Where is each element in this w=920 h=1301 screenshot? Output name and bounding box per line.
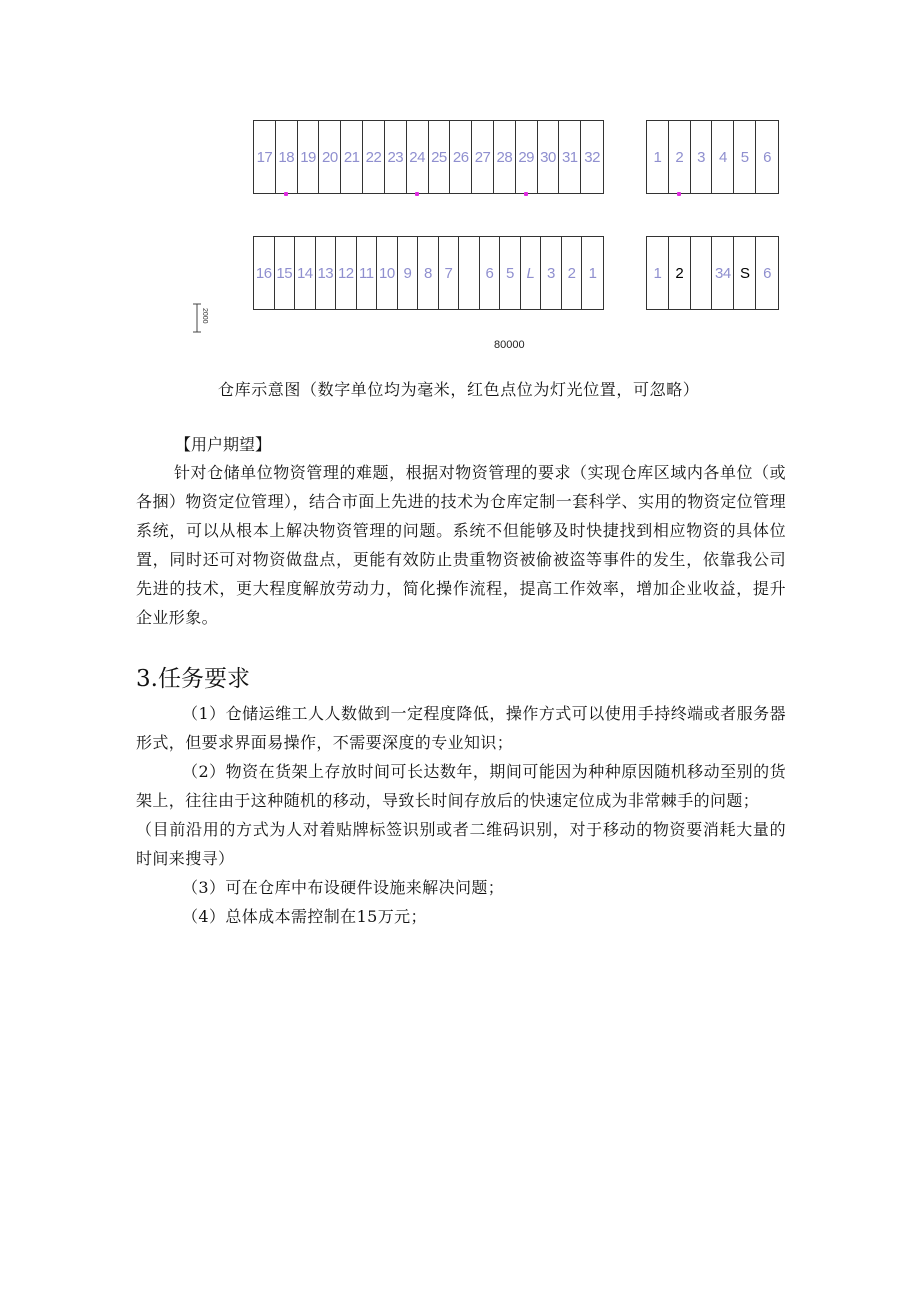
rack-slot <box>316 237 337 309</box>
rack-slot <box>691 237 713 309</box>
rack-slot <box>562 237 583 309</box>
rack-slot-label: 24 <box>409 148 425 166</box>
rack-slot-label: 1 <box>653 264 662 282</box>
rack-slot-label: 1 <box>653 148 662 166</box>
requirement-note: （目前沿用的方式为人对着贴牌标签识别或者二维码识别，对于移动的物资要消耗大量的时间来搜寻） <box>136 820 786 868</box>
rack-slot-label: 3 <box>547 264 555 282</box>
rack-slot-label: 20 <box>322 148 338 166</box>
rack-slot <box>516 121 538 193</box>
rack-slot-label: 29 <box>518 148 534 166</box>
requirement-item: （3）可在仓库中布设硬件设施来解决问题； <box>182 878 505 897</box>
rack-top-left <box>253 120 604 194</box>
rack-slot-label: 13 <box>317 264 334 282</box>
requirement-item: （2）物资在货架上存放时间可长达数年，期间可能因为种种原因随机移动至别的货架上，往往由于这种随机的移动，导致长时间存放后的快速定位成为非常棘手的问题； <box>136 762 786 810</box>
rack-slot <box>669 237 691 309</box>
rack-slot <box>254 121 276 193</box>
rack-slot-label: 18 <box>278 148 295 166</box>
rack-bottom-right <box>646 236 779 310</box>
requirement-item: （1）仓储运维工人人数做到一定程度降低，操作方式可以使用手持终端或者服务器形式，但要求界面易操作，不需要深度的专业知识； <box>136 704 786 752</box>
rack-slot <box>756 237 778 309</box>
lamp-marker-icon <box>677 192 681 196</box>
rack-slot-label: 2 <box>567 264 576 282</box>
rack-slot-label: 9 <box>403 264 412 282</box>
rack-slot-label: 12 <box>337 264 354 282</box>
rack-slot <box>298 121 320 193</box>
rack-slot <box>480 237 501 309</box>
rack-slot <box>319 121 341 193</box>
rack-slot <box>712 237 734 309</box>
rack-slot-label: 31 <box>561 148 578 166</box>
rack-slot <box>254 237 275 309</box>
rack-slot-label: 30 <box>540 148 556 166</box>
lamp-marker-icon <box>415 192 419 196</box>
lamp-marker-icon <box>524 192 528 196</box>
rack-slot-label: 8 <box>423 264 432 282</box>
rack-slot <box>336 237 357 309</box>
rack-slot-label: 28 <box>496 148 513 166</box>
rack-slot <box>418 237 439 309</box>
rack-slot <box>734 121 756 193</box>
rack-slot <box>647 121 669 193</box>
rack-slot-label: 6 <box>763 264 771 282</box>
rack-slot-label: 3 <box>697 148 705 166</box>
rack-slot <box>691 121 713 193</box>
rack-slot-label: 6 <box>485 264 494 282</box>
rack-slot-label: 21 <box>343 148 360 166</box>
rack-slot-label: 17 <box>256 148 273 166</box>
rack-slot-label: 16 <box>255 264 272 282</box>
rack-slot <box>472 121 494 193</box>
rack-slot <box>756 121 778 193</box>
requirement-item: （4）总体成本需控制在15万元； <box>182 907 427 926</box>
rack-slot <box>494 121 516 193</box>
rack-slot <box>581 121 603 193</box>
user-expectation-paragraph: 针对仓储单位物资管理的难题，根据对物资管理的要求（实现仓库区域内各单位（或各捆）物资定位管理），结合市面上先进的技术为仓库定制一套科学、实用的物资定位管理系统，可以从根本上解决物资管理的问题。系统不但能够及时快捷找到相应物资的具体位置，同时还可对物资做盘点，更能有效防止贵重物资被偷被盗等事件的发生，依靠我公司先进的技术，更大程度解放劳动力，简化操作流程，提高工作效率，增加企业收益，提升企业形象。 <box>136 463 786 627</box>
dimension-marker-icon <box>188 302 208 334</box>
rack-slot <box>363 121 385 193</box>
rack-slot <box>398 237 419 309</box>
dimension-label: 80000 <box>494 339 525 351</box>
rack-slot <box>429 121 451 193</box>
rack-bottom-left <box>253 236 604 310</box>
rack-slot-label: S <box>739 264 750 282</box>
rack-slot-label: 34 <box>715 264 731 282</box>
section-title: 3.任务要求 <box>136 666 250 692</box>
rack-slot-label: 5 <box>506 264 514 282</box>
side-dimension-label: 2000 <box>201 308 208 324</box>
rack-slot-label: 10 <box>379 264 395 282</box>
rack-slot-label: 5 <box>740 148 749 166</box>
rack-slot-label: 26 <box>452 148 469 166</box>
rack-slot <box>521 237 542 309</box>
rack-slot <box>734 237 756 309</box>
rack-slot <box>357 237 378 309</box>
rack-slot-label: 4 <box>718 148 727 166</box>
rack-slot <box>377 237 398 309</box>
rack-slot-label: 32 <box>584 148 600 166</box>
rack-slot <box>541 237 562 309</box>
rack-slot-label: 14 <box>296 264 313 282</box>
rack-slot-label: 19 <box>300 148 316 166</box>
rack-slot-label: 2 <box>675 264 684 282</box>
rack-slot <box>538 121 560 193</box>
rack-slot-label: 25 <box>431 148 447 166</box>
rack-slot <box>459 237 480 309</box>
rack-slot-label: 2 <box>675 148 684 166</box>
rack-top-right <box>646 120 779 194</box>
rack-slot <box>341 121 363 193</box>
rack-slot-label: 27 <box>474 148 491 166</box>
rack-slot-label: 6 <box>763 148 771 166</box>
rack-slot-label: 1 <box>588 264 597 282</box>
rack-slot <box>582 237 603 309</box>
rack-slot <box>385 121 407 193</box>
lamp-marker-icon <box>284 192 288 196</box>
rack-slot <box>276 121 298 193</box>
rack-slot <box>647 237 669 309</box>
rack-slot <box>500 237 521 309</box>
rack-slot-label: 15 <box>276 264 293 282</box>
warehouse-diagram <box>0 0 920 360</box>
rack-slot-label: 7 <box>444 264 453 282</box>
rack-slot <box>275 237 296 309</box>
requirements-list <box>136 699 786 931</box>
diagram-caption: 仓库示意图（数字单位均为毫米，红色点位为灯光位置，可忽略） <box>218 380 700 399</box>
rack-slot <box>669 121 691 193</box>
rack-slot <box>295 237 316 309</box>
rack-slot-label: 11 <box>359 264 374 282</box>
rack-slot-label: 23 <box>387 148 404 166</box>
rack-slot-label: L <box>526 264 535 282</box>
rack-slot <box>712 121 734 193</box>
rack-slot <box>407 121 429 193</box>
rack-slot <box>559 121 581 193</box>
rack-slot <box>439 237 460 309</box>
rack-slot-label: 22 <box>365 148 382 166</box>
user-expectation-heading: 【用户期望】 <box>175 435 272 454</box>
rack-slot <box>450 121 472 193</box>
